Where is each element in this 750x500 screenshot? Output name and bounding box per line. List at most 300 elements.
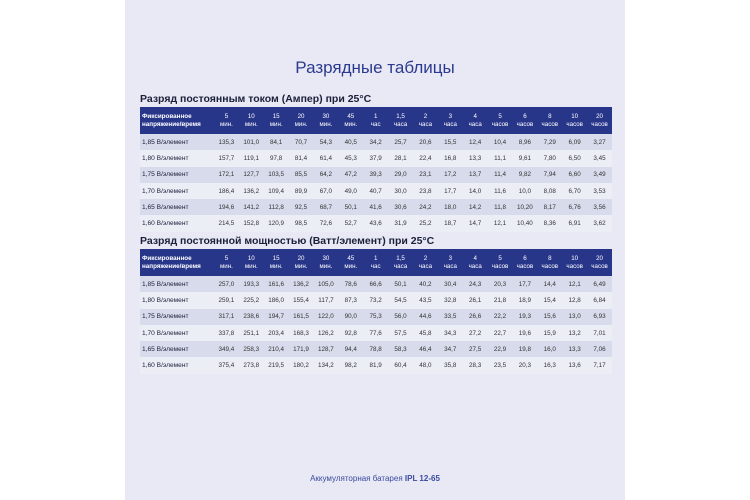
table-cell: 3,53	[593, 187, 606, 195]
header-col-15	[587, 249, 612, 276]
header-col-0	[214, 107, 239, 134]
header-col-unit: часов	[516, 262, 534, 270]
table-cell: 23,5	[493, 362, 507, 370]
table-cell: 45,3	[344, 154, 357, 162]
table-cell: 128,7	[318, 345, 334, 353]
row-label: 1,60 В/элемент	[142, 362, 189, 370]
table-cell: 109,4	[268, 187, 285, 195]
header-col-value: 10	[571, 254, 579, 262]
table-row	[140, 292, 612, 308]
table-cell: 6,84	[593, 296, 606, 304]
header-col-7	[388, 107, 413, 134]
header-col-unit: часа	[468, 262, 482, 270]
table-cell: 24,2	[419, 203, 432, 211]
header-col-unit: мин.	[294, 120, 308, 128]
table-cell: 10,0	[518, 187, 532, 195]
table-cell: 90,0	[344, 313, 357, 321]
table-cell: 103,5	[268, 171, 285, 179]
table-row	[140, 357, 612, 373]
header-col-8	[413, 107, 438, 134]
table-cell: 27,5	[469, 345, 482, 353]
table-cell: 27,2	[469, 329, 482, 337]
row-label: 1,75 В/элемент	[142, 171, 189, 179]
table-cell: 13,3	[568, 345, 581, 353]
header-col-unit: часа	[418, 262, 433, 270]
table-cell: 6,49	[593, 280, 606, 288]
header-col-unit: часа	[443, 262, 457, 270]
table-cell: 21,8	[493, 296, 507, 304]
table-cell: 31,9	[394, 220, 407, 228]
table-cell: 3,45	[593, 154, 606, 162]
table-cell: 34,3	[444, 329, 457, 337]
table-row	[140, 183, 612, 199]
table-cell: 8,96	[518, 138, 532, 146]
table-cell: 13,0	[568, 313, 581, 321]
table-cell: 214,5	[218, 220, 235, 228]
table-cell: 60,4	[394, 362, 407, 370]
table-cell: 67,0	[319, 187, 333, 195]
header-col-unit: час	[370, 120, 381, 128]
table-cell: 6,76	[568, 203, 581, 211]
header-col-5	[338, 249, 363, 276]
table-cell: 194,6	[218, 203, 235, 211]
header-col-value: 6	[523, 254, 527, 262]
row-label: 1,80 В/элемент	[142, 154, 189, 162]
table-cell: 34,2	[369, 138, 382, 146]
table-cell: 35,8	[444, 362, 457, 370]
header-col-unit: часов	[566, 120, 583, 128]
row-label: 1,65 В/элемент	[142, 203, 189, 211]
table-cell: 43,6	[369, 220, 382, 228]
table-cell: 6,93	[593, 313, 606, 321]
table-cell: 23,1	[419, 171, 432, 179]
row-label: 1,60 В/элемент	[142, 220, 189, 228]
table-cell: 15,4	[543, 296, 556, 304]
table-cell: 135,3	[218, 138, 235, 146]
table-cell: 127,7	[243, 171, 260, 179]
header-col-value: 4	[473, 112, 477, 120]
header-col-9	[438, 249, 463, 276]
table-cell: 26,1	[469, 296, 482, 304]
header-col-value: 30	[322, 112, 330, 120]
table-cell: 68,7	[319, 203, 333, 211]
header-col-value: 45	[347, 112, 355, 120]
table-cell: 7,06	[593, 345, 606, 353]
table-cell: 9,61	[518, 154, 532, 162]
header-col-value: 10	[247, 112, 255, 120]
header-col-12	[513, 249, 538, 276]
table-cell: 15,6	[543, 313, 556, 321]
table-cell: 48,0	[419, 362, 432, 370]
table-cell: 25,7	[394, 138, 407, 146]
table-cell: 157,7	[218, 154, 235, 162]
table-row	[140, 341, 612, 357]
footer-caption	[125, 474, 625, 483]
table-cell: 317,1	[218, 313, 235, 321]
table-cell: 16,3	[543, 362, 556, 370]
header-label-line: напряжение/время	[142, 120, 201, 128]
table-cell: 78,6	[344, 280, 357, 288]
table-cell: 7,80	[543, 154, 556, 162]
power-discharge-table	[140, 249, 612, 374]
table-cell: 349,4	[218, 345, 235, 353]
table-cell: 13,2	[568, 329, 581, 337]
table-cell: 50,1	[344, 203, 357, 211]
table-cell: 337,8	[218, 329, 235, 337]
table-cell: 11,8	[494, 203, 506, 211]
table-cell: 57,5	[394, 329, 407, 337]
table-row	[140, 325, 612, 341]
header-col-value: 15	[272, 254, 280, 262]
row-label: 1,85 В/элемент	[142, 280, 189, 288]
table-cell: 37,9	[369, 154, 382, 162]
table-cell: 155,4	[293, 296, 309, 304]
table-cell: 161,6	[268, 280, 285, 288]
header-col-12	[513, 107, 538, 134]
row-label: 1,80 В/элемент	[142, 296, 189, 304]
table-cell: 20,6	[419, 138, 432, 146]
table-cell: 152,8	[243, 220, 260, 228]
table-cell: 13,3	[469, 154, 482, 162]
table-cell: 17,2	[444, 171, 457, 179]
table-cell: 180,2	[293, 362, 309, 370]
table-cell: 186,4	[218, 187, 235, 195]
header-col-unit: часа	[418, 120, 433, 128]
header-col-3	[289, 107, 314, 134]
header-col-unit: часов	[491, 262, 509, 270]
table-cell: 52,7	[344, 220, 357, 228]
table-cell: 219,5	[268, 362, 285, 370]
table-cell: 9,82	[518, 171, 532, 179]
table-cell: 12,1	[493, 220, 507, 228]
table-cell: 75,3	[369, 313, 382, 321]
header-col-unit: часов	[591, 262, 608, 270]
table-cell: 22,9	[493, 345, 507, 353]
header-col-3	[289, 249, 314, 276]
header-col-0	[214, 249, 239, 276]
table-cell: 136,2	[243, 187, 260, 195]
header-col-value: 10	[247, 254, 255, 262]
header-col-2	[264, 107, 289, 134]
header-col-value: 20	[596, 254, 603, 262]
table-cell: 13,7	[469, 171, 482, 179]
header-col-value: 8	[548, 254, 552, 262]
table-cell: 141,2	[243, 203, 260, 211]
table-cell: 225,2	[243, 296, 260, 304]
header-col-value: 1,5	[396, 112, 405, 120]
table-cell: 122,0	[318, 313, 334, 321]
table-cell: 259,1	[218, 296, 235, 304]
header-col-unit: мин.	[344, 120, 358, 128]
table-cell: 20,3	[518, 362, 532, 370]
table-cell: 30,0	[394, 187, 407, 195]
table-cell: 14,2	[469, 203, 482, 211]
table-cell: 15,5	[444, 138, 457, 146]
table-cell: 375,4	[218, 362, 235, 370]
table-cell: 25,2	[419, 220, 432, 228]
row-label: 1,85 В/элемент	[142, 138, 189, 146]
table-cell: 73,2	[369, 296, 382, 304]
header-col-value: 3	[448, 112, 453, 120]
header-col-value: 20	[596, 112, 603, 120]
header-col-value: 5	[224, 112, 229, 120]
table-cell: 29,0	[394, 171, 407, 179]
table-cell: 273,8	[243, 362, 260, 370]
table-cell: 34,7	[444, 345, 457, 353]
header-col-unit: мин.	[244, 120, 258, 128]
table-cell: 6,50	[568, 154, 581, 162]
header-col-13	[537, 107, 562, 134]
table-cell: 98,2	[344, 362, 357, 370]
header-col-2	[264, 249, 289, 276]
table-cell: 33,5	[444, 313, 457, 321]
table-cell: 8,08	[543, 187, 556, 195]
table-cell: 22,2	[493, 313, 507, 321]
table-cell: 28,3	[469, 362, 482, 370]
table-cell: 7,17	[593, 362, 606, 370]
row-label: 1,75 В/элемент	[142, 313, 189, 321]
table-cell: 10,4	[493, 138, 507, 146]
table-cell: 14,4	[543, 280, 556, 288]
header-col-value: 30	[322, 254, 330, 262]
table-cell: 72,6	[319, 220, 333, 228]
header-col-value: 5	[498, 112, 502, 120]
header-col-10	[463, 249, 488, 276]
header-col-value: 3	[448, 254, 453, 262]
header-col-unit: часов	[516, 120, 534, 128]
row-label: 1,70 В/элемент	[142, 329, 189, 337]
table-cell: 40,2	[419, 280, 432, 288]
header-col-unit: часов	[541, 262, 559, 270]
row-label: 1,70 В/элемент	[142, 187, 189, 195]
table-cell: 89,9	[294, 187, 308, 195]
table-cell: 8,17	[543, 203, 556, 211]
table-row	[140, 150, 612, 166]
table-cell: 40,7	[369, 187, 382, 195]
header-col-unit: мин.	[220, 262, 233, 270]
row-label: 1,65 В/элемент	[142, 345, 189, 353]
header-col-15	[587, 107, 612, 134]
header-col-value: 2	[423, 112, 428, 120]
header-label-line: Фиксированное	[142, 112, 192, 120]
table-cell: 30,4	[444, 280, 457, 288]
table-cell: 168,3	[293, 329, 309, 337]
table-cell: 66,6	[369, 280, 382, 288]
header-col-value: 15	[272, 112, 280, 120]
table-cell: 78,8	[369, 345, 382, 353]
header-col-value: 1,5	[396, 254, 405, 262]
footer-prefix: Аккумуляторная батарея	[310, 474, 403, 483]
table-cell: 161,5	[293, 313, 309, 321]
table-cell: 64,2	[319, 171, 333, 179]
current-discharge-title: Разряд постоянным током (Ампер) при 25°C	[140, 93, 372, 105]
table-cell: 134,2	[318, 362, 334, 370]
header-col-14	[562, 107, 587, 134]
table-cell: 49,0	[344, 187, 357, 195]
header-col-unit: часов	[541, 120, 559, 128]
table-cell: 81,4	[294, 154, 308, 162]
header-col-1	[239, 107, 264, 134]
table-cell: 172,1	[218, 171, 235, 179]
table-cell: 17,7	[518, 280, 532, 288]
table-cell: 32,8	[444, 296, 457, 304]
header-col-10	[463, 107, 488, 134]
header-label-line: напряжение/время	[142, 262, 201, 270]
header-col-unit: мин.	[269, 262, 283, 270]
header-col-value: 1	[373, 112, 378, 120]
header-label-line: Фиксированное	[142, 254, 192, 262]
header-col-value: 5	[498, 254, 502, 262]
table-cell: 171,9	[293, 345, 309, 353]
table-cell: 193,3	[243, 280, 260, 288]
table-cell: 47,2	[344, 171, 357, 179]
table-cell: 44,6	[419, 313, 432, 321]
header-col-unit: часа	[393, 120, 408, 128]
header-label	[140, 249, 214, 276]
header-col-value: 2	[423, 254, 428, 262]
table-cell: 186,0	[268, 296, 285, 304]
table-cell: 3,56	[593, 203, 606, 211]
table-header-row	[140, 249, 612, 276]
header-col-6	[363, 249, 388, 276]
table-cell: 11,4	[494, 171, 506, 179]
table-cell: 12,4	[469, 138, 482, 146]
table-cell: 112,8	[268, 203, 284, 211]
header-col-unit: часа	[393, 262, 408, 270]
table-cell: 258,3	[243, 345, 260, 353]
header-col-unit: мин.	[294, 262, 308, 270]
table-cell: 24,3	[469, 280, 482, 288]
table-row	[140, 215, 612, 231]
header-col-4	[314, 107, 339, 134]
table-cell: 45,8	[419, 329, 432, 337]
table-cell: 13,6	[568, 362, 581, 370]
header-col-7	[388, 249, 413, 276]
table-cell: 3,49	[593, 171, 606, 179]
table-cell: 12,1	[568, 280, 581, 288]
header-col-unit: час	[370, 262, 381, 270]
table-cell: 18,9	[518, 296, 532, 304]
table-cell: 70,7	[294, 138, 308, 146]
header-col-unit: часа	[443, 120, 457, 128]
table-cell: 28,1	[394, 154, 407, 162]
table-cell: 12,8	[568, 296, 581, 304]
table-cell: 85,5	[294, 171, 308, 179]
table-cell: 11,1	[494, 154, 506, 162]
table-cell: 17,7	[444, 187, 457, 195]
table-cell: 194,7	[268, 313, 285, 321]
table-cell: 7,94	[543, 171, 556, 179]
header-col-13	[537, 249, 562, 276]
table-cell: 19,8	[518, 345, 532, 353]
table-cell: 92,8	[344, 329, 357, 337]
table-cell: 54,3	[319, 138, 333, 146]
table-cell: 50,1	[394, 280, 407, 288]
table-cell: 14,0	[469, 187, 482, 195]
table-cell: 120,9	[268, 220, 285, 228]
table-cell: 54,5	[394, 296, 407, 304]
table-cell: 98,5	[294, 220, 308, 228]
table-row	[140, 199, 612, 215]
table-cell: 210,4	[268, 345, 285, 353]
table-cell: 43,5	[419, 296, 432, 304]
header-col-value: 20	[297, 254, 305, 262]
header-col-unit: часов	[491, 120, 509, 128]
table-cell: 26,6	[469, 313, 482, 321]
table-cell: 39,3	[369, 171, 382, 179]
table-cell: 81,9	[369, 362, 382, 370]
table-cell: 22,7	[493, 329, 507, 337]
table-cell: 126,2	[318, 329, 334, 337]
header-col-5	[338, 107, 363, 134]
table-cell: 19,6	[518, 329, 532, 337]
header-col-unit: мин.	[319, 262, 333, 270]
table-row	[140, 276, 612, 292]
header-col-unit: мин.	[319, 120, 333, 128]
table-cell: 203,4	[268, 329, 285, 337]
header-col-11	[488, 249, 513, 276]
header-col-unit: мин.	[244, 262, 258, 270]
table-cell: 238,6	[243, 313, 260, 321]
table-row	[140, 309, 612, 325]
header-col-8	[413, 249, 438, 276]
table-cell: 117,7	[318, 296, 334, 304]
table-cell: 30,6	[394, 203, 407, 211]
table-cell: 22,4	[419, 154, 432, 162]
header-col-value: 6	[523, 112, 527, 120]
datasheet-page	[125, 0, 625, 500]
table-cell: 15,9	[543, 329, 556, 337]
table-header-row	[140, 107, 612, 134]
table-cell: 6,09	[568, 138, 581, 146]
header-col-value: 10	[571, 112, 579, 120]
table-cell: 136,2	[293, 280, 309, 288]
header-col-value: 1	[373, 254, 378, 262]
table-cell: 10,40	[517, 220, 533, 228]
page-title: Разрядные таблицы	[295, 58, 455, 77]
table-cell: 105,0	[318, 280, 334, 288]
header-col-14	[562, 249, 587, 276]
header-col-unit: часов	[591, 120, 608, 128]
table-cell: 11,6	[494, 187, 506, 195]
table-cell: 46,4	[419, 345, 432, 353]
header-col-11	[488, 107, 513, 134]
table-cell: 101,0	[243, 138, 260, 146]
table-cell: 97,8	[270, 154, 283, 162]
table-cell: 92,5	[294, 203, 308, 211]
table-cell: 61,4	[319, 154, 333, 162]
table-cell: 41,6	[369, 203, 382, 211]
table-row	[140, 167, 612, 183]
table-cell: 19,3	[518, 313, 532, 321]
header-col-value: 45	[347, 254, 355, 262]
table-row	[140, 134, 612, 150]
header-col-unit: часа	[468, 120, 482, 128]
current-discharge-table	[140, 107, 612, 232]
header-col-unit: часов	[566, 262, 583, 270]
table-cell: 7,01	[593, 329, 606, 337]
header-col-unit: мин.	[344, 262, 358, 270]
table-cell: 251,1	[243, 329, 260, 337]
table-cell: 58,3	[394, 345, 407, 353]
table-cell: 257,0	[218, 280, 235, 288]
header-col-9	[438, 107, 463, 134]
table-cell: 23,8	[419, 187, 432, 195]
table-cell: 16,8	[444, 154, 457, 162]
table-cell: 6,70	[568, 187, 581, 195]
header-col-unit: мин.	[220, 120, 233, 128]
header-col-1	[239, 249, 264, 276]
